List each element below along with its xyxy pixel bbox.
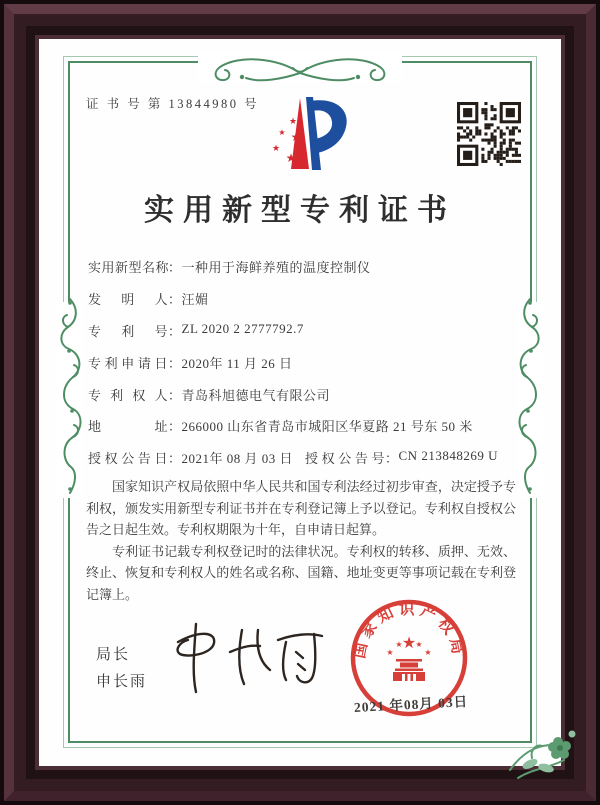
field-row-patentee: 专利权人：青岛科旭德电气有限公司	[88, 385, 524, 417]
field-label: 地址	[88, 419, 168, 435]
star-icon: ★	[290, 130, 302, 144]
star-icon: ★	[288, 117, 298, 127]
field-label: 实用新型名称	[88, 260, 170, 275]
field-row-grant-no: 授权公告号：CN 213848269 U	[305, 448, 498, 467]
field-value: CN 213848269 U	[398, 448, 498, 464]
field-label: 专利申请日	[88, 355, 168, 371]
legal-text	[86, 476, 516, 605]
field-list	[88, 257, 524, 480]
cnipa-logo	[249, 95, 354, 175]
left-scroll-ornament	[49, 295, 89, 505]
field-row-address: 地址：266000 山东省青岛市城阳区华夏路 21 号东 50 米	[88, 416, 524, 448]
signer-name: 申长雨	[96, 673, 148, 690]
seal-text: 国家知识产权局	[351, 601, 467, 660]
corner-floral-ornament	[502, 708, 580, 786]
star-icon: ★	[386, 648, 394, 657]
certificate-number: 证 书 号 第 13844980 号	[86, 97, 260, 111]
star-icon: ★	[415, 640, 423, 649]
field-row-name: 实用新型名称：一种用于海鲜养殖的温度控制仪	[88, 257, 524, 289]
star-icon: ★	[401, 633, 417, 652]
field-label: 专利权人	[88, 387, 168, 403]
field-value: 2020年 11 月 26 日	[181, 355, 293, 371]
body-paragraph-2: 专利证书记载专利权登记时的法律状况。专利权的转移、质押、无效、终止、恢复和专利权人的姓名或名称、国籍、地址变更等事项记载在专利登记簿上。	[86, 543, 516, 602]
field-row-filing-date: 专利申请日：2020年 11 月 26 日	[88, 353, 524, 385]
field-value: 汪媚	[181, 291, 209, 307]
field-value: 2021年 08 月 03 日	[181, 451, 294, 467]
field-label: 授权公告号	[305, 451, 385, 467]
field-label: 发明人	[88, 291, 168, 307]
field-row-grant-date: 授权公告日：2021年 08 月 03 日 授权公告号：CN 213848269 U	[88, 448, 498, 467]
star-icon: ★	[424, 648, 432, 657]
qr-code	[457, 102, 521, 166]
field-value: ZL 2020 2 2777792.7	[181, 320, 304, 336]
field-label: 专利号	[88, 323, 168, 339]
field-label: 授权公告日	[88, 451, 168, 467]
field-value: 266000 山东省青岛市城阳区华夏路 21 号东 50 米	[181, 419, 473, 435]
signer-title: 局长	[96, 646, 131, 663]
body-paragraph-1: 国家知识产权局依照中华人民共和国专利法经过初步审查，决定授予专利权，颁发实用新型专利证书并在专利登记簿上予以登记。专利权自授权公告之日起生效。专利权期限为十年，自申请日起算。	[86, 479, 516, 537]
field-value: 一种用于海鲜养殖的温度控制仪	[181, 260, 371, 275]
star-icon: ★	[285, 151, 297, 165]
field-row-patent-no: 专利号：ZL 2020 2 2777792.7	[88, 320, 304, 339]
signer-block	[96, 641, 147, 695]
signature-script	[150, 612, 335, 702]
star-icon: ★	[271, 144, 281, 154]
national-emblem	[386, 633, 431, 681]
star-icon: ★	[278, 128, 286, 137]
field-row-inventor: 发明人：汪媚	[88, 289, 524, 321]
star-icon: ★	[395, 640, 403, 649]
seal-date: 2021 年08月 03日	[353, 694, 469, 715]
field-value: 青岛科旭德电气有限公司	[181, 387, 331, 403]
top-flourish-ornament	[190, 47, 410, 91]
page-title: 实用新型专利证书	[144, 194, 456, 227]
